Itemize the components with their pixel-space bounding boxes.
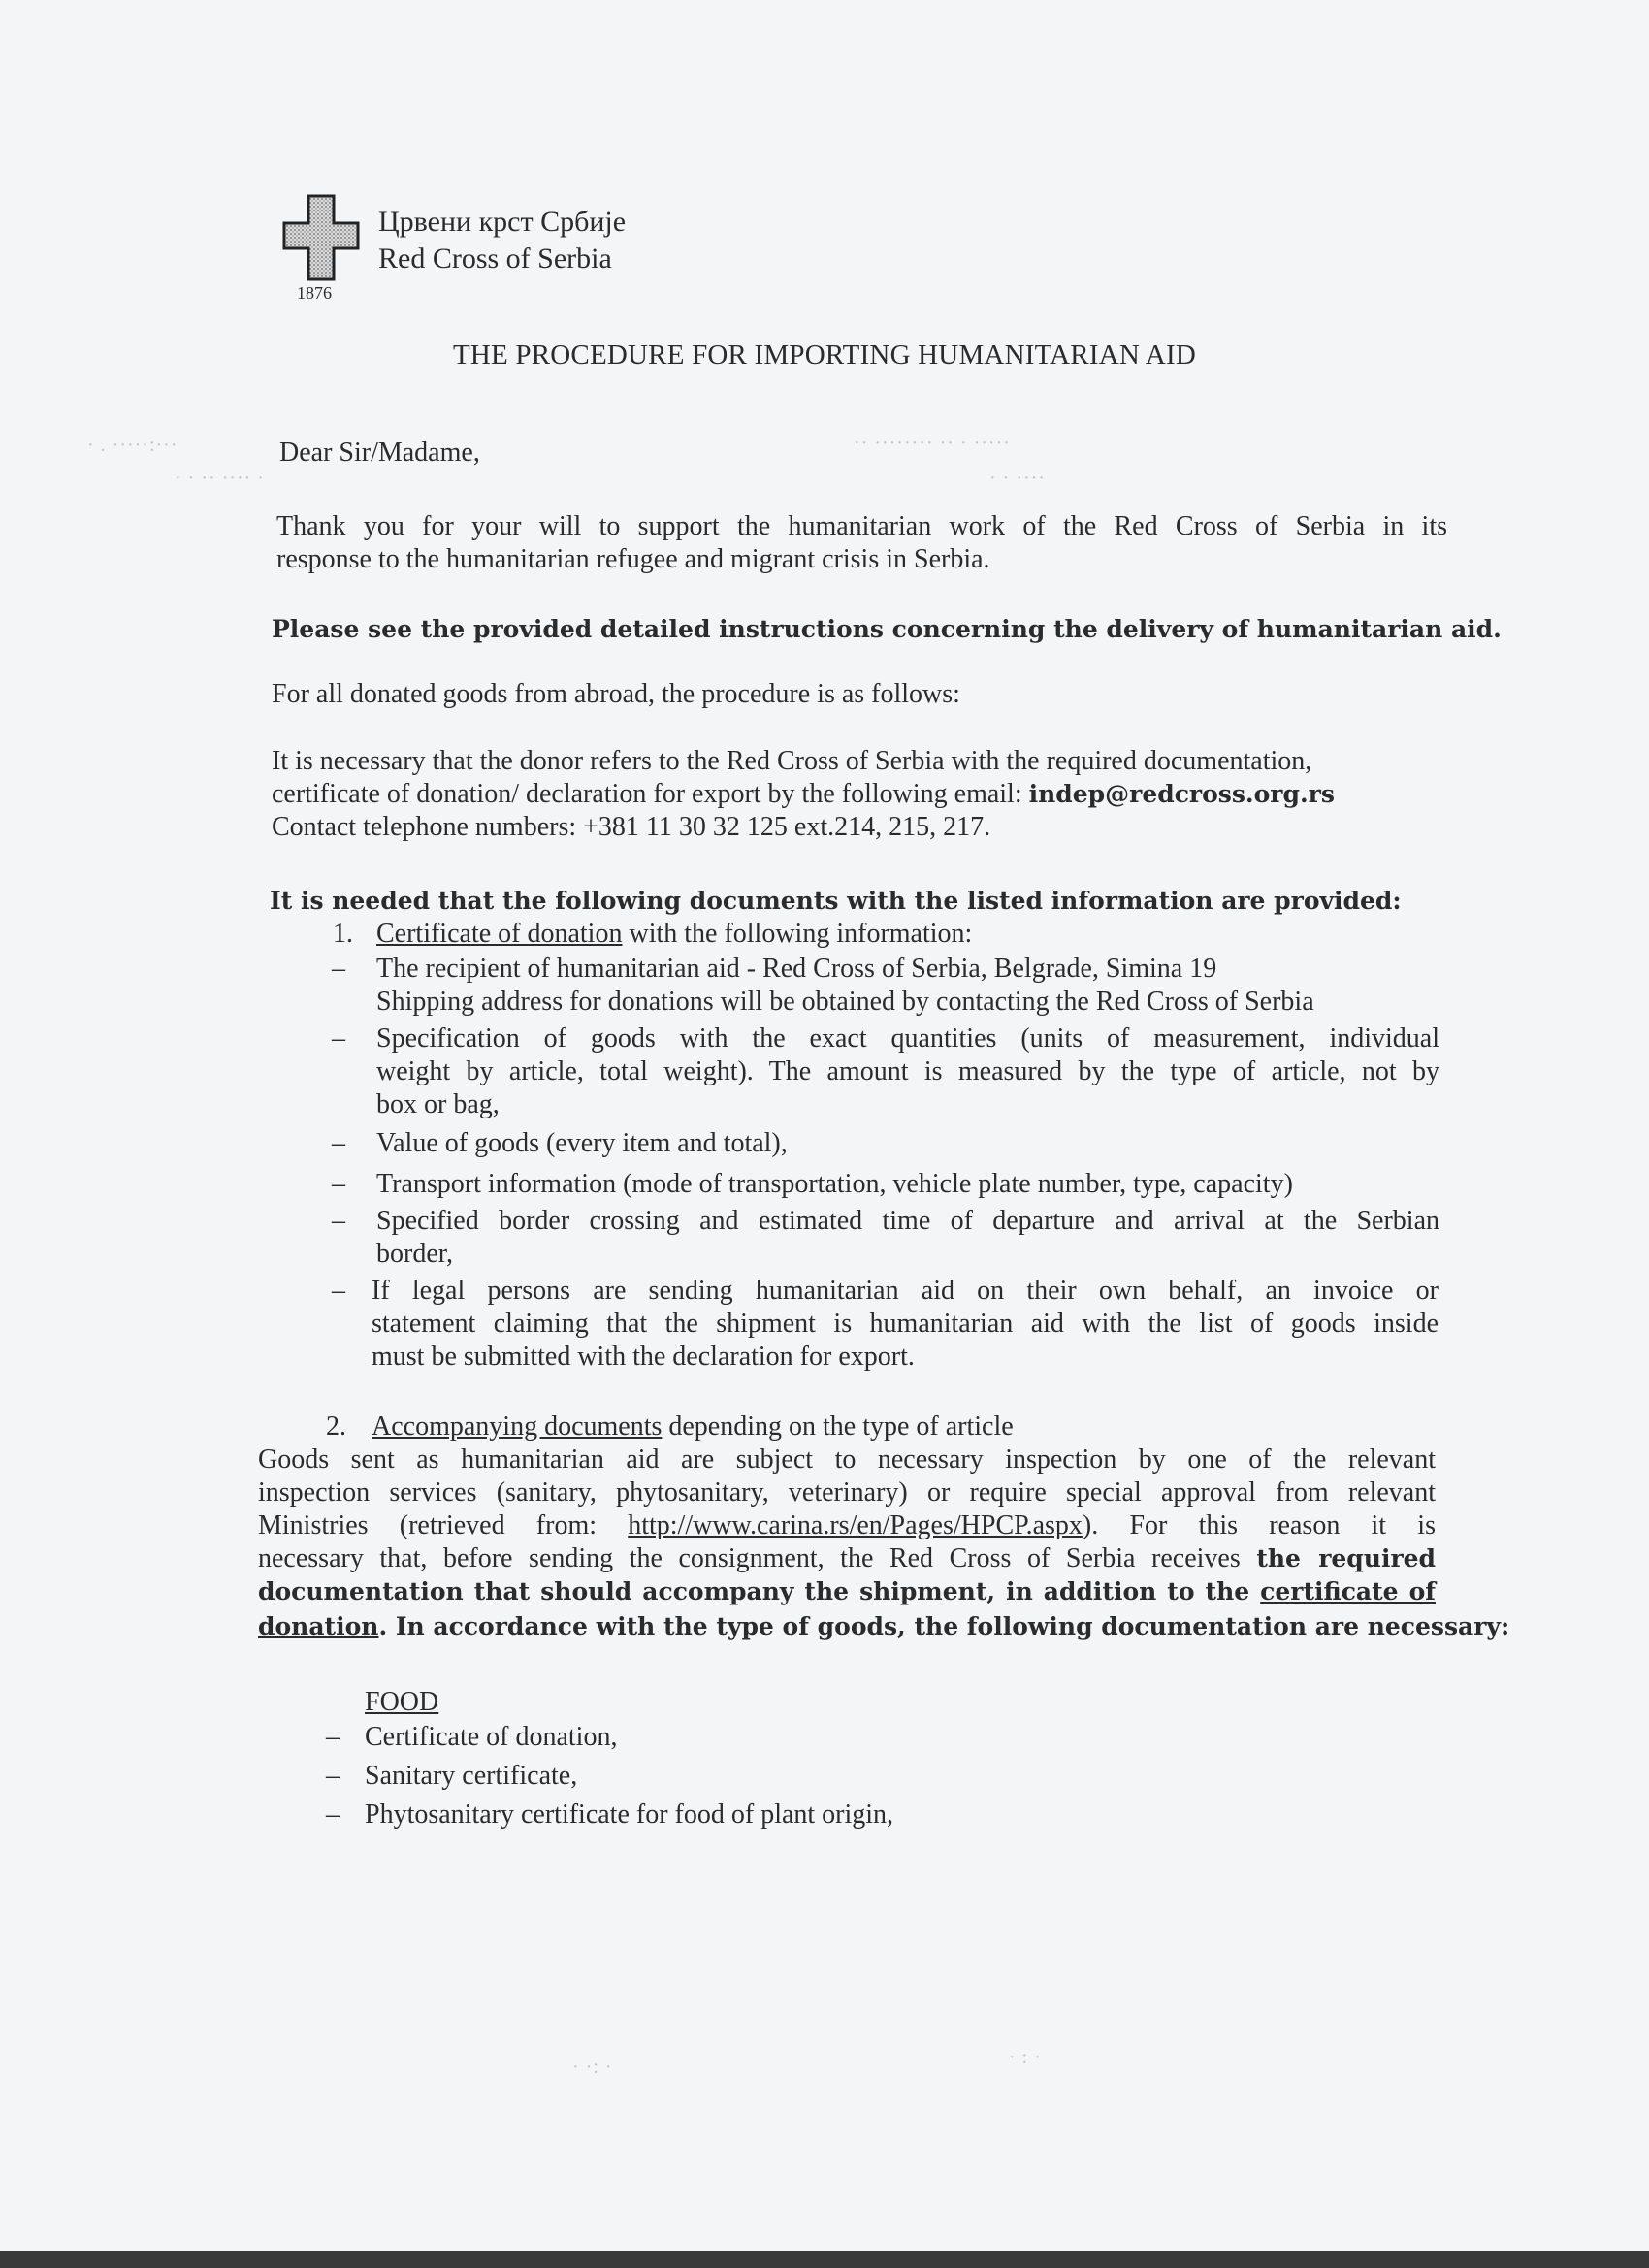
s2-paragraph-line-5 bbox=[258, 1575, 1436, 1608]
scan-noise: · : · bbox=[1009, 2047, 1042, 2068]
contact-phone: Contact telephone numbers: +381 11 30 32 125 ext.214, 215, 217. bbox=[272, 812, 991, 842]
s2-line-4-bold: the required bbox=[1256, 1544, 1437, 1572]
contact-line-2-text: certificate of donation/ declaration for export by the following email: bbox=[272, 779, 1029, 809]
scan-noise: ·· ········ ·· · ····· bbox=[854, 433, 1011, 454]
s1-bullet-4: Transport information (mode of transportation, vehicle plate number, type, capacity) bbox=[376, 1169, 1293, 1199]
s2-line-3-suffix: ). For this reason it is bbox=[1082, 1510, 1436, 1540]
s1-bullet-1-line-2: Shipping address for donations will be obtained by contacting the Red Cross of Serbia bbox=[376, 987, 1314, 1017]
s1-bullet-2-line-3: box or bag, bbox=[376, 1089, 500, 1119]
bullet-dash: – bbox=[332, 1206, 345, 1236]
scan-noise: · · ···· bbox=[989, 468, 1046, 489]
bullet-dash: – bbox=[326, 1799, 340, 1830]
s2-line-6-bold: . In accordance with the type of goods, the following documentation are necessary: bbox=[378, 1612, 1510, 1640]
section-2-number: 2. bbox=[326, 1411, 346, 1442]
s1-bullet-6-line-2: statement claiming that the shipment is humanitarian aid with the list of goods inside bbox=[372, 1309, 1439, 1339]
scan-noise: · . ·····:··· bbox=[87, 435, 178, 456]
instructions-note: Please see the provided detailed instructions concerning the delivery of humanitarian aid. bbox=[272, 615, 1502, 643]
scan-edge bbox=[0, 2251, 1649, 2268]
bullet-dash: – bbox=[332, 1023, 345, 1053]
s2-paragraph-line-2: inspection services (sanitary, phytosanitary, veterinary) or require special approval from relevant bbox=[258, 1477, 1436, 1507]
s1-bullet-1-line-1: The recipient of humanitarian aid - Red Cross of Serbia, Belgrade, Simina 19 bbox=[376, 954, 1217, 984]
s2-line-6-bold-underlined: donation bbox=[258, 1612, 379, 1640]
bullet-dash: – bbox=[332, 1169, 345, 1199]
org-founding-year: 1876 bbox=[297, 283, 332, 303]
scan-noise: · ·: · bbox=[572, 2057, 613, 2078]
s1-bullet-5-line-2: border, bbox=[376, 1239, 453, 1269]
red-cross-logo bbox=[282, 194, 360, 281]
section-1-heading bbox=[376, 918, 972, 951]
scan-noise: · · ·· ···· · bbox=[175, 468, 265, 489]
s2-paragraph-line-4 bbox=[258, 1542, 1436, 1575]
bullet-dash: – bbox=[326, 1761, 340, 1791]
bullet-dash: – bbox=[332, 1128, 345, 1158]
intro-line-1: Thank you for your will to support the humanitarian work of the Red Cross of Serbia in its bbox=[276, 511, 1447, 541]
contact-email[interactable]: indep@redcross.org.rs bbox=[1028, 780, 1335, 808]
org-name-latin: Red Cross of Serbia bbox=[378, 243, 612, 275]
s1-bullet-3: Value of goods (every item and total), bbox=[376, 1128, 788, 1158]
section-1-title: Certificate of donation bbox=[376, 919, 623, 949]
s1-bullet-6-line-1: If legal persons are sending humanitarian aid on their own behalf, an invoice or bbox=[372, 1276, 1439, 1306]
s1-bullet-2-line-2: weight by article, total weight). The amount is measured by the type of article, not by bbox=[376, 1056, 1439, 1086]
carina-link[interactable]: http://www.carina.rs/en/Pages/HPCP.aspx bbox=[628, 1510, 1083, 1540]
bullet-dash: – bbox=[332, 1276, 345, 1306]
section-2-suffix: depending on the type of article bbox=[662, 1411, 1014, 1442]
org-name-cyrillic: Црвени крст Србије bbox=[378, 206, 627, 238]
section-2-heading bbox=[372, 1410, 1014, 1443]
intro-line-2: response to the humanitarian refugee and migrant crisis in Serbia. bbox=[276, 544, 990, 574]
s2-line-4-prefix: necessary that, before sending the consignment, the Red Cross of Serbia receives bbox=[258, 1543, 1257, 1573]
documents-heading: It is needed that the following documents with the listed information are provided: bbox=[270, 887, 1402, 915]
food-bullet-3: Phytosanitary certificate for food of plant origin, bbox=[365, 1799, 894, 1830]
s1-bullet-5-line-1: Specified border crossing and estimated time of departure and arrival at the Serbian bbox=[376, 1206, 1439, 1236]
section-2-title: Accompanying documents bbox=[372, 1411, 663, 1442]
document-title: THE PROCEDURE FOR IMPORTING HUMANITARIAN AID bbox=[452, 340, 1196, 371]
s2-line-5-bold-underlined: certificate of bbox=[1260, 1577, 1436, 1605]
section-1-suffix: with the following information: bbox=[622, 919, 973, 949]
s2-line-5-bold: documentation that should accompany the shipment, in addition to the bbox=[258, 1577, 1261, 1605]
s2-paragraph-line-6 bbox=[258, 1610, 1509, 1643]
food-bullet-2: Sanitary certificate, bbox=[365, 1761, 578, 1791]
s1-bullet-6-line-3: must be submitted with the declaration for export. bbox=[372, 1342, 915, 1372]
contact-line-1: It is necessary that the donor refers to the Red Cross of Serbia with the required documentation, bbox=[272, 746, 1312, 776]
bullet-dash: – bbox=[326, 1722, 340, 1752]
contact-line-2 bbox=[272, 778, 1335, 811]
s2-line-3-prefix: Ministries (retrieved from: bbox=[258, 1510, 629, 1540]
s1-bullet-2-line-1: Specification of goods with the exact quantities (units of measurement, individual bbox=[376, 1023, 1439, 1053]
greeting: Dear Sir/Madame, bbox=[279, 437, 480, 468]
cross-emblem-icon bbox=[282, 194, 360, 281]
section-1-number: 1. bbox=[333, 919, 353, 949]
bullet-dash: – bbox=[332, 954, 345, 984]
procedure-intro: For all donated goods from abroad, the procedure is as follows: bbox=[272, 679, 960, 709]
s2-paragraph-line-3 bbox=[258, 1509, 1436, 1542]
food-heading: FOOD bbox=[365, 1687, 439, 1717]
food-bullet-1: Certificate of donation, bbox=[365, 1722, 618, 1752]
s2-paragraph-line-1: Goods sent as humanitarian aid are subject to necessary inspection by one of the relevant bbox=[258, 1444, 1436, 1474]
